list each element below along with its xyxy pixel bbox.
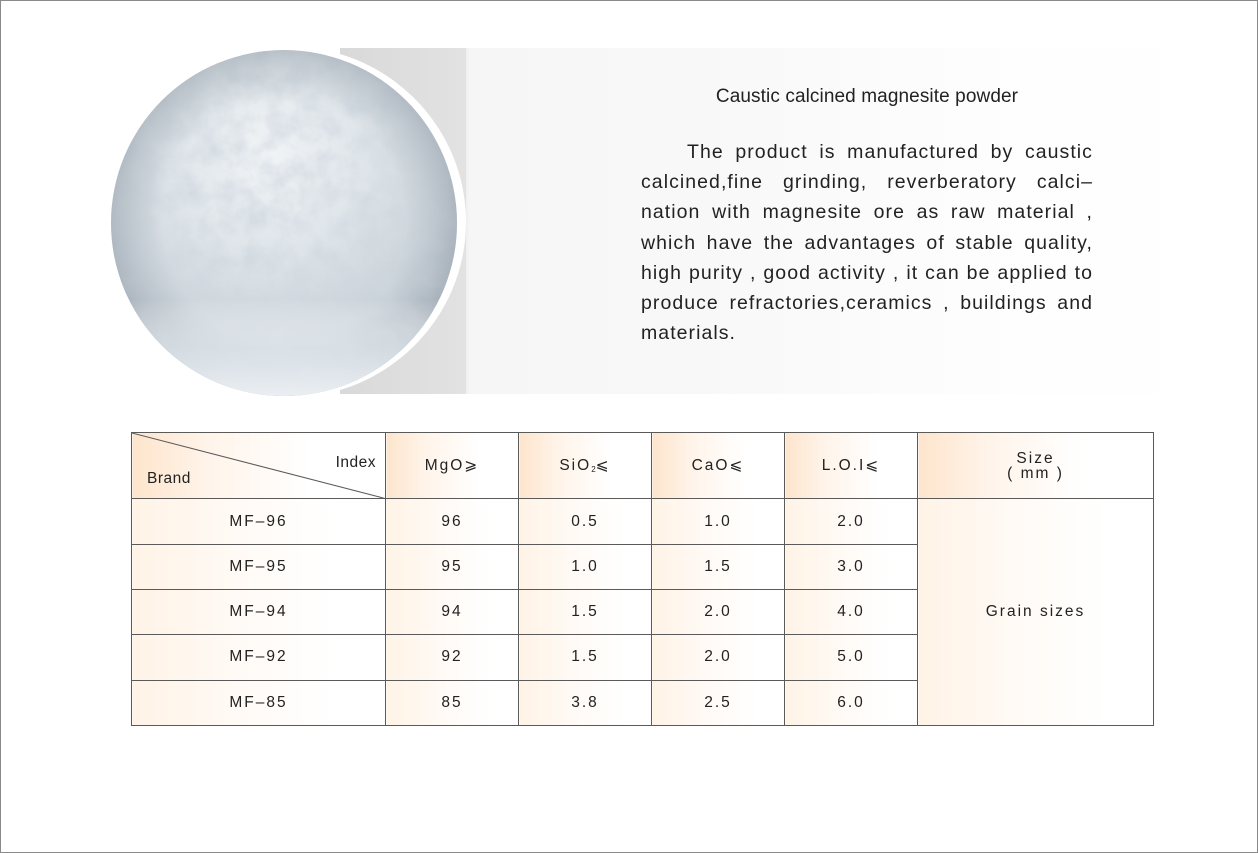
sio2-cell: 1.0 <box>519 544 652 589</box>
sio2-cell: 1.5 <box>519 635 652 680</box>
brand-cell: MF–85 <box>132 680 386 725</box>
mgo-cell: 85 <box>386 680 519 725</box>
table-header-row <box>132 433 1154 499</box>
index-label: Index <box>335 454 376 471</box>
column-header-loi: L.O.I⩽ <box>785 433 918 499</box>
magnesite-powder-photo <box>111 50 457 396</box>
loi-cell: 5.0 <box>785 635 918 680</box>
loi-cell: 2.0 <box>785 499 918 544</box>
brand-cell: MF–92 <box>132 635 386 680</box>
product-title: Caustic calcined magnesite powder <box>715 86 1019 107</box>
mgo-cell: 92 <box>386 635 519 680</box>
loi-cell: 4.0 <box>785 590 918 635</box>
loi-cell: 3.0 <box>785 544 918 589</box>
column-header-sio2 <box>519 433 652 499</box>
brand-cell: MF–95 <box>132 544 386 589</box>
size-value-cell: Grain sizes <box>918 499 1154 726</box>
brand-label: Brand <box>147 470 191 487</box>
cao-cell: 2.0 <box>652 635 785 680</box>
mgo-cell: 95 <box>386 544 519 589</box>
sio2-label: SiO <box>559 457 592 475</box>
cao-cell: 1.5 <box>652 544 785 589</box>
loi-cell: 6.0 <box>785 680 918 725</box>
brand-cell: MF–96 <box>132 499 386 544</box>
cao-cell: 2.0 <box>652 590 785 635</box>
column-header-size <box>918 433 1154 499</box>
size-unit: ( mm ) <box>1007 464 1064 482</box>
sio2-cell: 3.8 <box>519 680 652 725</box>
sio2-suffix: ⩽ <box>595 457 611 475</box>
mgo-cell: 96 <box>386 499 519 544</box>
cao-cell: 2.5 <box>652 680 785 725</box>
specification-table <box>131 432 1154 726</box>
sio2-subscript: 2 <box>591 465 596 475</box>
product-description: The product is manufactured by caustic calcined,fine grinding, reverberatory calci–nation with magnesite ore as raw material , which have the advantages of stable quality, high purity , good activity , it can be applied to produce refractories,ceramics , buildings and materials. <box>641 141 1093 345</box>
sio2-cell: 1.5 <box>519 590 652 635</box>
size-label: Size <box>1016 449 1055 467</box>
brand-cell: MF–94 <box>132 590 386 635</box>
cao-cell: 1.0 <box>652 499 785 544</box>
column-header-mgo: MgO⩾ <box>386 433 519 499</box>
table-row <box>132 499 1154 544</box>
sio2-cell: 0.5 <box>519 499 652 544</box>
brand-index-corner-cell <box>132 433 386 499</box>
mgo-cell: 94 <box>386 590 519 635</box>
column-header-cao: CaO⩽ <box>652 433 785 499</box>
